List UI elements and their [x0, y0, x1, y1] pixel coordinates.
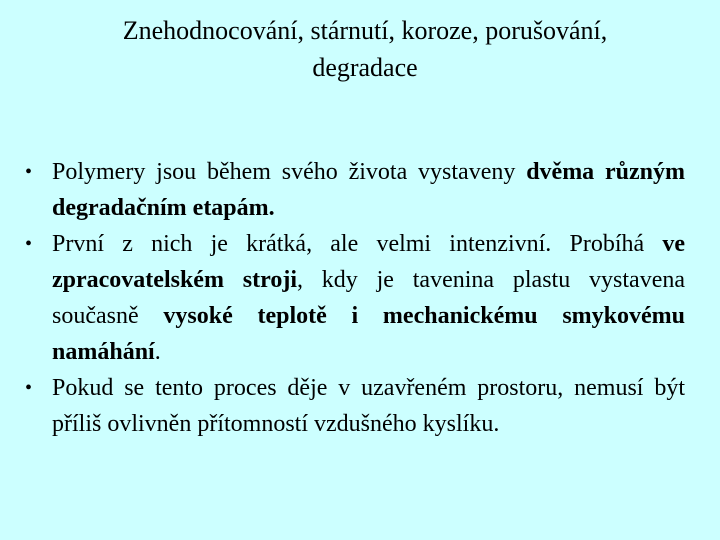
- bullet-icon: •: [25, 377, 33, 399]
- bullet-icon: •: [25, 233, 33, 255]
- bullet-1-bold-text: dvěma různým degradačním etapám.: [52, 159, 685, 221]
- bullet-2-text-a: První z nich je krátká, ale velmi intenzivní. Probíhá: [52, 231, 663, 257]
- bullet-item-2: [22, 226, 685, 370]
- bullet-2-bold-a: ve zpracovatelském stroji: [52, 231, 685, 293]
- slide-title-line-2: degradace: [312, 53, 418, 82]
- slide-title-line-1: Znehodnocování, stárnutí, koroze, porušování,: [122, 16, 608, 45]
- bullet-item-1: [22, 154, 685, 226]
- bullet-3-text: Pokud se tento proces děje v uzavřeném prostoru, nemusí být příliš ovlivněn přítomností vzdušného kyslíku.: [52, 375, 685, 437]
- bullet-2-bold-b: vysoké teplotě i mechanickému smykovému namáhání: [52, 303, 686, 365]
- bullet-icon: •: [25, 161, 33, 183]
- bullet-2-text-b: , kdy je tavenina plastu vystavena současně: [52, 267, 685, 329]
- bullet-2-text-c: .: [154, 339, 161, 365]
- bullet-list: [22, 154, 685, 442]
- bullet-item-3: [22, 370, 685, 442]
- bullet-1-text: Polymery jsou během svého života vystaveny: [52, 159, 527, 185]
- slide-title: [40, 12, 690, 86]
